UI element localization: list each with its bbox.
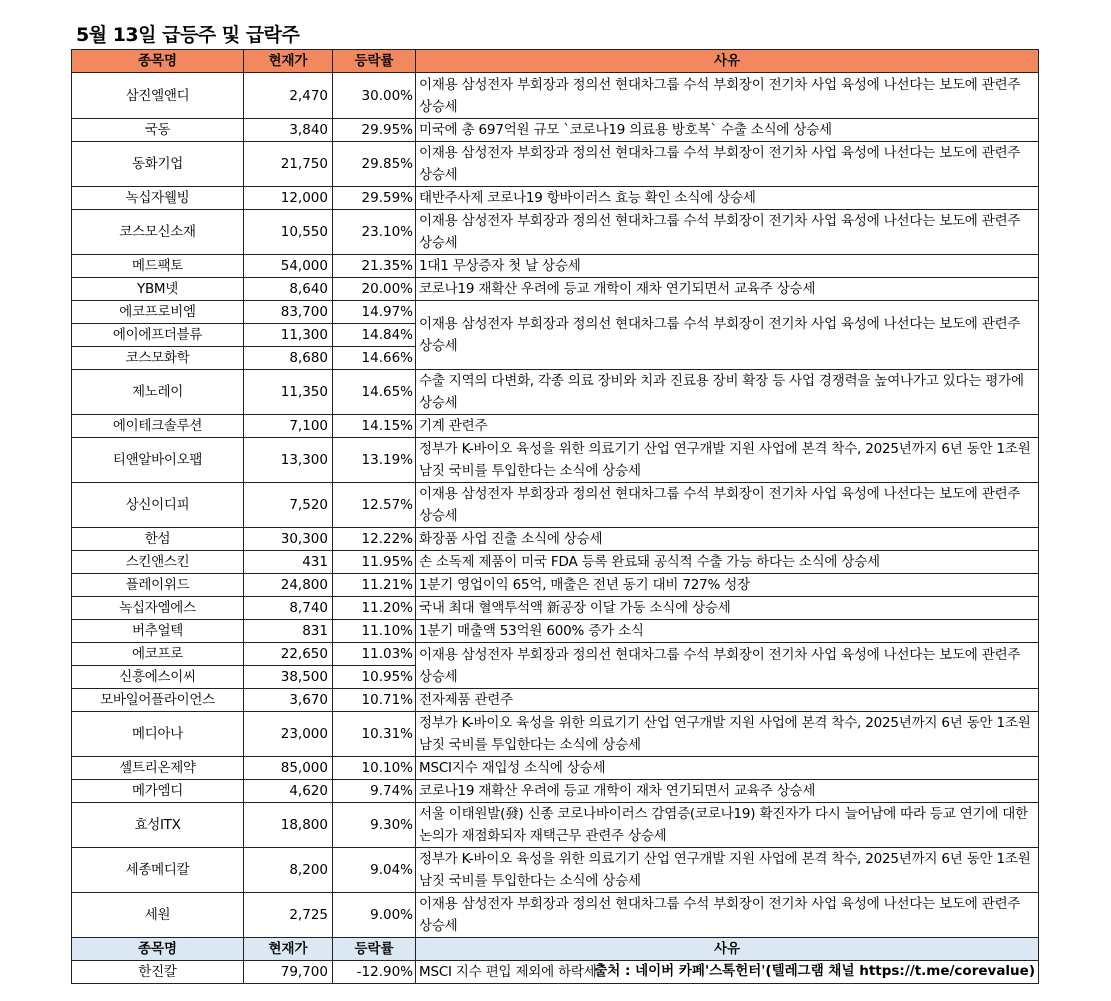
stock-name: 메디아나 (72, 712, 244, 757)
stock-rate: 11.21% (333, 574, 416, 597)
stock-name: 에이에프더블류 (72, 324, 244, 347)
stock-rate: 9.74% (333, 780, 416, 803)
stock-name: 에이테크솔루션 (72, 415, 244, 438)
stock-reason: 코로나19 재확산 우려에 등교 개학이 재차 연기되면서 교육주 상승세 (416, 278, 1039, 301)
stock-name: 동화기업 (72, 142, 244, 187)
stock-price: 7,520 (244, 483, 333, 528)
source-note: 출처 : 네이버 카페'스톡헌터'(텔레그램 채널 https://t.me/corevalue) (594, 963, 1035, 979)
stock-name: 코스모신소재 (72, 210, 244, 255)
stock-name: 스킨앤스킨 (72, 551, 244, 574)
stock-reason: 화장품 사업 진출 소식에 상승세 (416, 528, 1039, 551)
header-name: 종목명 (72, 50, 244, 73)
table-row (72, 780, 1039, 803)
stock-name: 메가엠디 (72, 780, 244, 803)
stock-rate: 9.00% (333, 893, 416, 938)
stock-rate: 10.31% (333, 712, 416, 757)
stock-price: 10,550 (244, 210, 333, 255)
table-row (72, 415, 1039, 438)
stock-price: 38,500 (244, 666, 333, 689)
stock-rate: 11.20% (333, 597, 416, 620)
stock-reason: 미국에 총 697억원 규모 `코로나19 의료용 방호복` 수출 소식에 상승세 (416, 119, 1039, 142)
stock-reason: 이재용 삼성전자 부회장과 정의선 현대차그룹 수석 부회장이 전기차 사업 육성에 나선다는 보도에 관련주 상승세 (416, 893, 1039, 938)
stock-reason: 1분기 영업이익 65억, 매출은 전년 동기 대비 727% 성장 (416, 574, 1039, 597)
stock-price: 7,100 (244, 415, 333, 438)
stock-price: 85,000 (244, 757, 333, 780)
header-price: 현재가 (244, 50, 333, 73)
stock-reason: 이재용 삼성전자 부회장과 정의선 현대차그룹 수석 부회장이 전기차 사업 육성에 나선다는 보도에 관련주 상승세 (416, 73, 1039, 119)
stock-price: 21,750 (244, 142, 333, 187)
table-row (72, 483, 1039, 528)
table-row (72, 551, 1039, 574)
stock-name: 세종메디칼 (72, 848, 244, 893)
stock-rate: 21.35% (333, 255, 416, 278)
table-row (72, 255, 1039, 278)
stock-reason: 기계 관련주 (416, 415, 1039, 438)
stock-name: 제노레이 (72, 370, 244, 415)
stock-rate: 14.84% (333, 324, 416, 347)
table-row (72, 893, 1039, 938)
stock-name: 모바일어플라이언스 (72, 689, 244, 712)
stock-name: 신흥에스이씨 (72, 666, 244, 689)
header-name: 종목명 (72, 938, 244, 961)
stock-price: 8,200 (244, 848, 333, 893)
stock-reason: 이재용 삼성전자 부회장과 정의선 현대차그룹 수석 부회장이 전기차 사업 육성에 나선다는 보도에 관련주 상승세 (416, 142, 1039, 187)
table-row (72, 528, 1039, 551)
stock-price: 23,000 (244, 712, 333, 757)
stock-price: 8,680 (244, 347, 333, 370)
stock-name: 녹십자웰빙 (72, 187, 244, 210)
stock-reason: 1분기 매출액 53억원 600% 증가 소식 (416, 620, 1039, 643)
stock-name: 녹십자엠에스 (72, 597, 244, 620)
stock-reason: 이재용 삼성전자 부회장과 정의선 현대차그룹 수석 부회장이 전기차 사업 육성에 나선다는 보도에 관련주 상승세 (416, 210, 1039, 255)
stock-rate: 11.03% (333, 643, 416, 666)
stock-rate: 10.95% (333, 666, 416, 689)
table-row (72, 73, 1039, 119)
stock-price: 2,470 (244, 73, 333, 119)
table-row (72, 757, 1039, 780)
stock-price: 30,300 (244, 528, 333, 551)
table-row (72, 119, 1039, 142)
stock-price: 431 (244, 551, 333, 574)
table-row (72, 142, 1039, 187)
stock-rate: 29.59% (333, 187, 416, 210)
stock-name: 에코프로비엠 (72, 301, 244, 324)
stock-price: 831 (244, 620, 333, 643)
stock-price: 11,300 (244, 324, 333, 347)
stock-reason: 정부가 K-바이오 육성을 위한 의료기기 산업 연구개발 지원 사업에 본격 착수, 2025년까지 6년 동안 1조원 남짓 국비를 투입한다는 소식에 상승세 (416, 712, 1039, 757)
stock-reason: 이재용 삼성전자 부회장과 정의선 현대차그룹 수석 부회장이 전기차 사업 육성에 나선다는 보도에 관련주 상승세 (416, 301, 1039, 370)
table-row (72, 210, 1039, 255)
stock-reason: 정부가 K-바이오 육성을 위한 의료기기 산업 연구개발 지원 사업에 본격 착수, 2025년까지 6년 동안 1조원 남짓 국비를 투입한다는 소식에 상승세 (416, 438, 1039, 483)
stock-price: 22,650 (244, 643, 333, 666)
table-row (72, 848, 1039, 893)
stock-reason: 국내 최대 혈액투석액 新공장 이달 가동 소식에 상승세 (416, 597, 1039, 620)
table-row (72, 187, 1039, 210)
stock-reason: 수출 지역의 다변화, 각종 의료 장비와 치과 진료용 장비 확장 등 사업 경쟁력을 높여나가고 있다는 평가에 상승세 (416, 370, 1039, 415)
header-reason: 사유 (416, 50, 1039, 73)
stock-name: 효성ITX (72, 803, 244, 848)
stock-price: 3,840 (244, 119, 333, 142)
stock-name: 에코프로 (72, 643, 244, 666)
stock-rate: 20.00% (333, 278, 416, 301)
stock-rate: 14.15% (333, 415, 416, 438)
stock-name: 셀트리온제약 (72, 757, 244, 780)
stock-reason: 손 소독제 제품이 미국 FDA 등록 완료돼 공식적 수출 가능 하다는 소식에 상승세 (416, 551, 1039, 574)
stock-rate: 11.95% (333, 551, 416, 574)
table-row (72, 689, 1039, 712)
table-row (72, 278, 1039, 301)
header-reason: 사유 (416, 938, 1039, 961)
stock-rate: 12.57% (333, 483, 416, 528)
stock-rate: -12.90% (333, 961, 416, 984)
stock-name: 코스모화학 (72, 347, 244, 370)
stock-price: 8,640 (244, 278, 333, 301)
table-row (72, 574, 1039, 597)
table-row (72, 597, 1039, 620)
stock-name: 한섬 (72, 528, 244, 551)
stock-price: 2,725 (244, 893, 333, 938)
stock-price: 4,620 (244, 780, 333, 803)
header-rate: 등락률 (333, 938, 416, 961)
stock-price: 8,740 (244, 597, 333, 620)
table-row (72, 620, 1039, 643)
stock-reason: 서울 이태원발(發) 신종 코로나바이러스 감염증(코로나19) 확진자가 다시 늘어남에 따라 등교 연기에 대한 논의가 재점화되자 재택근무 관련주 상승세 (416, 803, 1039, 848)
stock-rate: 30.00% (333, 73, 416, 119)
stock-name: 티앤알바이오팹 (72, 438, 244, 483)
stock-name: 국동 (72, 119, 244, 142)
stock-rate: 10.10% (333, 757, 416, 780)
stock-reason: 이재용 삼성전자 부회장과 정의선 현대차그룹 수석 부회장이 전기차 사업 육성에 나선다는 보도에 관련주 상승세 (416, 483, 1039, 528)
stock-price: 18,800 (244, 803, 333, 848)
header-price: 현재가 (244, 938, 333, 961)
table-row (72, 803, 1039, 848)
stock-rate: 14.65% (333, 370, 416, 415)
stock-price: 11,350 (244, 370, 333, 415)
table-row (72, 438, 1039, 483)
stock-rate: 23.10% (333, 210, 416, 255)
stock-price: 13,300 (244, 438, 333, 483)
stock-rate: 9.04% (333, 848, 416, 893)
stock-price: 3,670 (244, 689, 333, 712)
stock-reason: 코로나19 재확산 우려에 등교 개학이 재차 연기되면서 교육주 상승세 (416, 780, 1039, 803)
page-title: 5월 13일 급등주 및 급락주 (76, 24, 300, 46)
stock-name: 플레이위드 (72, 574, 244, 597)
stock-rate: 12.22% (333, 528, 416, 551)
stock-reason: MSCI지수 재입성 소식에 상승세 (416, 757, 1039, 780)
stock-rate: 14.66% (333, 347, 416, 370)
stock-reason: 태반주사제 코로나19 항바이러스 효능 확인 소식에 상승세 (416, 187, 1039, 210)
stock-rate: 13.19% (333, 438, 416, 483)
stock-name: 삼진엘앤디 (72, 73, 244, 119)
stock-reason: 이재용 삼성전자 부회장과 정의선 현대차그룹 수석 부회장이 전기차 사업 육성에 나선다는 보도에 관련주 상승세 (416, 643, 1039, 689)
stock-name: 메드팩토 (72, 255, 244, 278)
stock-rate: 9.30% (333, 803, 416, 848)
stock-name: 세원 (72, 893, 244, 938)
table-row (72, 712, 1039, 757)
table-row (72, 370, 1039, 415)
stock-name: YBM넷 (72, 278, 244, 301)
stock-table (71, 49, 1039, 984)
rising-header-row (72, 50, 1039, 73)
stock-reason: 전자제품 관련주 (416, 689, 1039, 712)
header-rate: 등락률 (333, 50, 416, 73)
stock-rate: 10.71% (333, 689, 416, 712)
table-row (72, 643, 1039, 666)
stock-price: 24,800 (244, 574, 333, 597)
stock-price: 83,700 (244, 301, 333, 324)
stock-rate: 14.97% (333, 301, 416, 324)
rising-rows (72, 73, 1039, 938)
stock-reason: 1대1 무상증자 첫 날 상승세 (416, 255, 1039, 278)
stock-name: 버추얼텍 (72, 620, 244, 643)
stock-rate: 29.85% (333, 142, 416, 187)
table-row (72, 301, 1039, 324)
stock-reason: 정부가 K-바이오 육성을 위한 의료기기 산업 연구개발 지원 사업에 본격 착수, 2025년까지 6년 동안 1조원 남짓 국비를 투입한다는 소식에 상승세 (416, 848, 1039, 893)
stock-rate: 11.10% (333, 620, 416, 643)
falling-header-row (72, 938, 1039, 961)
stock-reason: MSCI 지수 편입 제외에 하락세 (416, 961, 1039, 984)
stock-name: 상신이디피 (72, 483, 244, 528)
stock-price: 79,700 (244, 961, 333, 984)
stock-price: 12,000 (244, 187, 333, 210)
stock-name: 한진칼 (72, 961, 244, 984)
stock-price: 54,000 (244, 255, 333, 278)
stock-rate: 29.95% (333, 119, 416, 142)
